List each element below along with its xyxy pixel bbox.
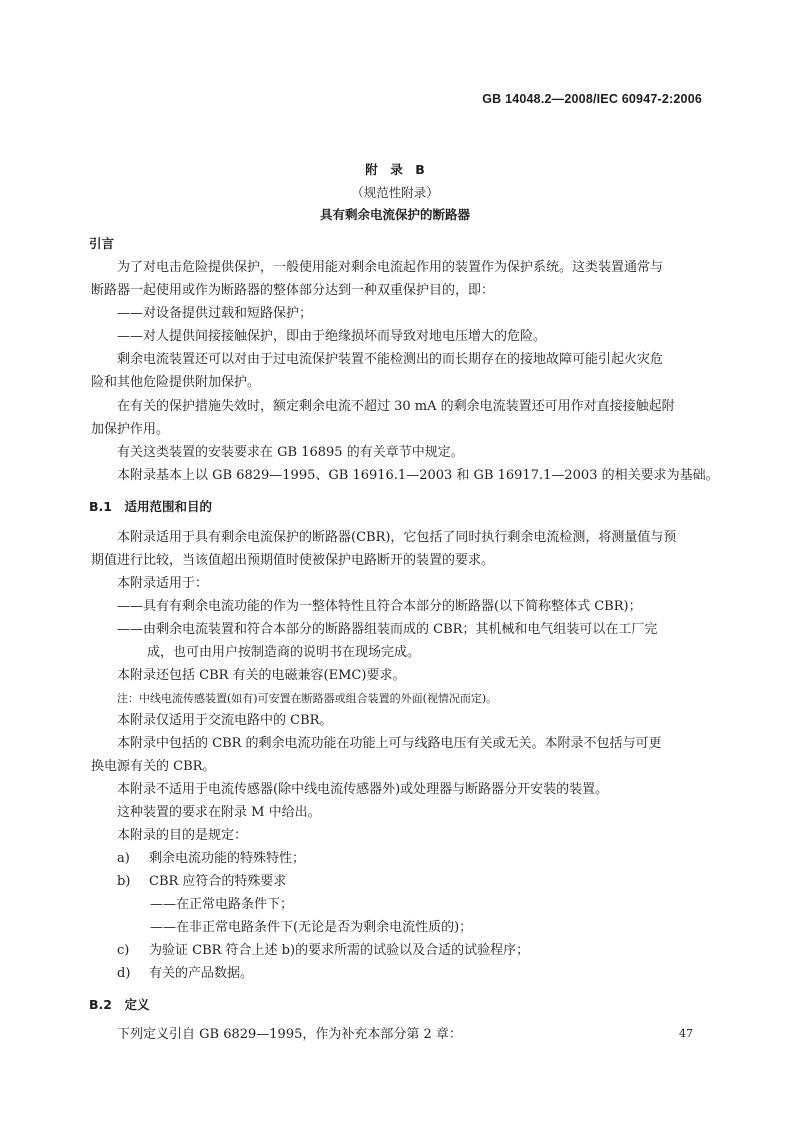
appendix-name: 具有剩余电流保护的断路器 [319,207,470,222]
list-label: a) [117,851,130,866]
intro-dash-1: ——对设备提供过载和短路保护； [117,306,313,321]
b1-note: 注：中线电流传感装置(如有)可安置在断路器或组合装置的外面(视情况而定)。 [117,692,498,705]
b1-list-item-d [117,963,737,985]
intro-paragraph-3b: 加保护作用。 [91,422,170,437]
list-text: 有关的产品数据。 [149,966,254,981]
b1-paragraph-5b: 换电源有关的 CBR。 [91,759,216,774]
list-text: CBR 应符合的特殊要求 [149,874,287,889]
list-label: c) [117,943,130,958]
b1-paragraph-1a: 本附录适用于具有剩余电流保护的断路器(CBR)，它包括了同时执行剩余电流检测，将测量值与预 [117,530,677,545]
section-b1-heading: B.1 适用范围和目的 [89,499,212,514]
section-b2-heading: B.2 定义 [89,997,150,1012]
intro-paragraph-4: 有关这类装置的安装要求在 GB 16895 的有关章节中规定。 [117,445,464,460]
intro-paragraph-1a: 为了对电击危险提供保护，一般使用能对剩余电流起作用的装置作为保护系统。这类装置通常与 [117,260,664,275]
intro-paragraph-2b: 险和其他危险提供附加保护。 [91,375,261,390]
b1-paragraph-8: 本附录的目的是规定： [117,828,248,843]
list-text: 为验证 CBR 符合上述 b)的要求所需的试验以及合适的试验程序； [149,943,530,958]
b1-dash-1: ——具有有剩余电流功能的作为一整体特性且符合本部分的断路器(以下简称整体式 CBR)； [117,599,642,614]
b1-paragraph-6: 本附录不适用于电流传感器(除中线电流传感器外)或处理器与断路器分开安装的装置。 [117,782,609,797]
b1-paragraph-3: 本附录还包括 CBR 有关的电磁兼容(EMC)要求。 [117,668,406,683]
b1-dash-2b: 成，也可由用户按制造商的说明书在现场完成。 [147,645,421,660]
b1-list-item-b [117,871,737,893]
b1-list-item-c [117,940,737,962]
intro-paragraph-3a: 在有关的保护措施失效时，额定剩余电流不超过 30 mA 的剩余电流装置还可用作对直接接触起附 [117,399,675,414]
b1-paragraph-2: 本附录适用于： [117,576,209,591]
b1-list-b-dash-2: ——在非正常电路条件下(无论是否为剩余电流性质的)； [150,920,473,935]
list-text: 剩余电流功能的特殊特性； [149,851,306,866]
appendix-title: 附 录 B [365,162,425,177]
b1-paragraph-1b: 期值进行比较，当该值超出预期值时使被保护电路断开的装置的要求。 [91,553,495,568]
list-label: b) [117,874,131,889]
b2-paragraph-1: 下列定义引自 GB 6829—1995，作为补充本部分第 2 章： [117,1027,462,1042]
b1-list-item-a [117,848,737,870]
b1-list-b-dash-1: ——在正常电路条件下； [150,897,294,912]
appendix-type: （规范性附录） [351,185,439,200]
b1-dash-2a: ——由剩余电流装置和符合本部分的断路器组装而成的 CBR；其机械和电气组装可以在工厂完 [117,622,658,637]
standard-id-header: GB 14048.2—2008/IEC 60947-2:2006 [482,92,702,106]
intro-dash-2: ——对人提供间接接触保护，即由于绝缘损坏而导致对地电压增大的危险。 [117,329,547,344]
intro-paragraph-1b: 断路器一起使用或作为断路器的整体部分达到一种双重保护目的，即： [91,283,495,298]
intro-heading: 引言 [89,236,115,251]
b1-paragraph-5a: 本附录中包括的 CBR 的剩余电流功能在功能上可与线路电压有关或无关。本附录不包括与可更 [117,736,662,751]
intro-paragraph-2a: 剩余电流装置还可以对由于过电流保护装置不能检测出的而长期存在的接地故障可能引起火灾危 [117,352,664,367]
b1-paragraph-7: 这种装置的要求在附录 M 中给出。 [117,805,321,820]
intro-paragraph-5: 本附录基本上以 GB 6829—1995、GB 16916.1—2003 和 GB 16917.1—2003 的相关要求为基础。 [117,468,719,483]
page-number: 47 [679,1027,693,1040]
b1-paragraph-4: 本附录仅适用于交流电路中的 CBR。 [117,713,333,728]
list-label: d) [117,966,131,981]
